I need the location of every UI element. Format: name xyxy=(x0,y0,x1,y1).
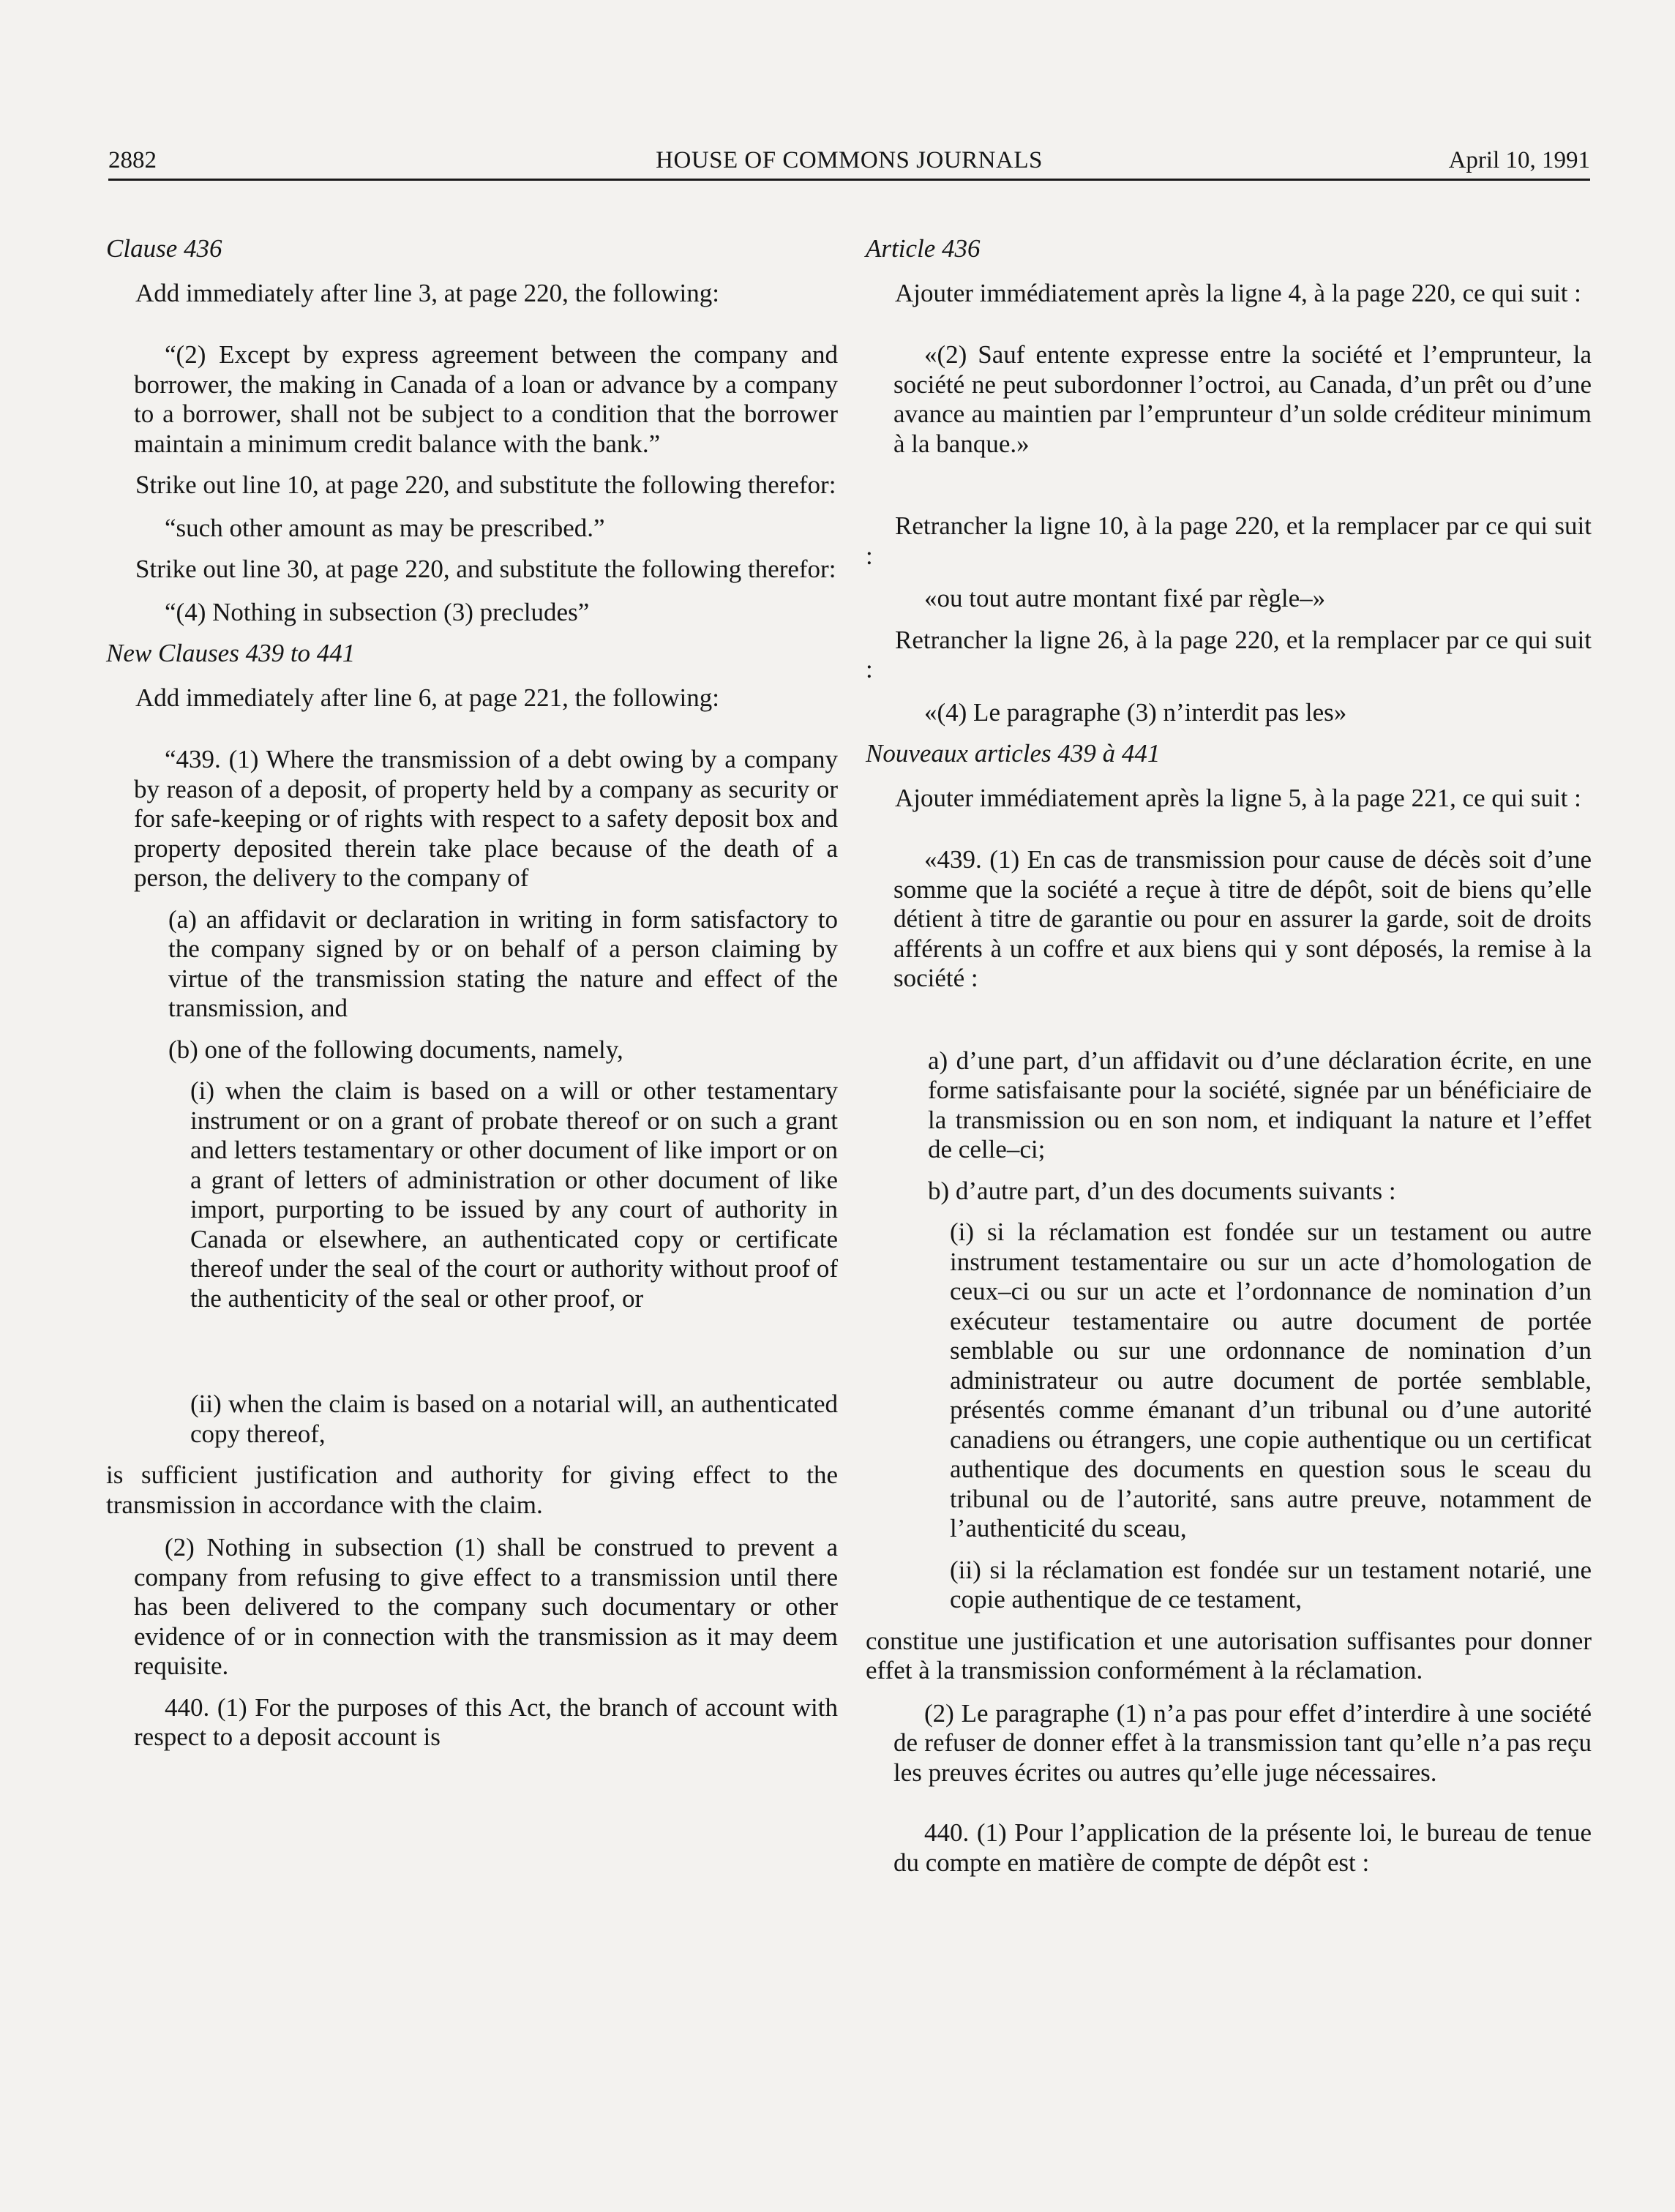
journal-title: HOUSE OF COMMONS JOURNALS xyxy=(656,147,1043,173)
article-439-b: b) d’autre part, d’un des documents suivants : xyxy=(928,1176,1396,1205)
new-clauses-heading: New Clauses 439 to 441 xyxy=(106,639,356,667)
clause-436-heading: Clause 436 xyxy=(106,234,222,263)
page-number: 2882 xyxy=(108,147,157,173)
article-440-1: 440. (1) Pour l’application de la présente loi, le bureau de tenue du compte en matière de compte de dépôt est : xyxy=(893,1818,1592,1877)
retrancher-ligne10-instruction: Retrancher la ligne 10, à la page 220, et la remplacer par ce qui suit : xyxy=(866,511,1592,570)
english-column xyxy=(106,234,838,1764)
french-column xyxy=(866,234,1592,1889)
amount-quote: “such other amount as may be prescribed.” xyxy=(165,513,605,542)
paragraphe-4-citation: «(4) Le paragraphe (3) n’interdit pas les» xyxy=(924,697,1347,727)
subsection-4-quote: “(4) Nothing in subsection (3) precludes” xyxy=(165,597,590,626)
article-439-b-ii: (ii) si la réclamation est fondée sur un testament notarié, une copie authentique de ce testament, xyxy=(950,1555,1592,1613)
section-439-b-i: (i) when the claim is based on a will or other testamentary instrument or on a grant of probate thereof or on such a grant and letters testamentary or other document of like import or on a grant of letters of administration or other document of like import, purporting to be issued by any court of authority in Canada or elsewhere, an authenticated copy or certificate thereof under the seal of the court or authority without proof of the authenticity of the seal or other proof, or xyxy=(190,1076,838,1313)
article-439-tail: constitue une justification et une autorisation suffisantes pour donner effet à la transmission conformément à la réclamation. xyxy=(866,1626,1592,1684)
article-439-intro: «439. (1) En cas de transmission pour cause de décès soit d’une somme que la société a reçue à titre de dépôt, soit de biens qu’elle détient à titre de garantie ou pour en assurer la garde, soit de droits afférents à un coffre et aux biens qui y sont déposés, la remise à la société : xyxy=(893,845,1592,992)
article-439-a: a) d’une part, d’un affidavit ou d’une déclaration écrite, en une forme satisfaisante pour la société, signée par un bénéficiaire de la transmission ou en son nom, et indiquant la nature et l’effet de celle–ci; xyxy=(928,1046,1592,1163)
page-header xyxy=(108,143,1590,181)
article-436-heading: Article 436 xyxy=(866,234,981,263)
strike-line10-instruction: Strike out line 10, at page 220, and substitute the following therefor: xyxy=(135,470,836,499)
ajouter-ligne5-instruction: Ajouter immédiatement après la ligne 5, à la page 221, ce qui suit : xyxy=(895,783,1581,812)
add-line3-instruction: Add immediately after line 3, at page 220, the following: xyxy=(135,278,719,307)
strike-line30-instruction: Strike out line 30, at page 220, and substitute the following therefor: xyxy=(135,555,836,583)
nouveaux-articles-heading: Nouveaux articles 439 à 441 xyxy=(866,739,1161,768)
subsection-2-quote: “(2) Except by express agreement between the company and borrower, the making in Canada of a loan or advance by a company to a borrower, shall not be subject to a condition that the borrower maintain a minimum credit balance with the bank.” xyxy=(134,340,838,458)
section-439-b: (b) one of the following documents, namely, xyxy=(168,1035,623,1064)
journal-date: April 10, 1991 xyxy=(1448,147,1590,173)
montant-citation: «ou tout autre montant fixé par règle–» xyxy=(924,584,1326,612)
section-439-intro: “439. (1) Where the transmission of a debt owing by a company by reason of a deposit, of property held by a company as security or for safe-keeping or of rights with respect to a safety deposit box and property deposited therein take place because of the death of a person, the delivery to the company of xyxy=(134,745,838,892)
ajouter-ligne4-instruction: Ajouter immédiatement après la ligne 4, à la page 220, ce qui suit : xyxy=(895,278,1581,307)
section-439-tail: is sufficient justification and authority for giving effect to the transmission in accordance with the claim. xyxy=(106,1461,838,1519)
add-line6-instruction: Add immediately after line 6, at page 221, the following: xyxy=(135,683,719,712)
section-439-b-ii: (ii) when the claim is based on a notarial will, an authenticated copy thereof, xyxy=(190,1390,838,1448)
article-439-b-i: (i) si la réclamation est fondée sur un testament ou autre instrument testamentaire ou sur un acte d’homologation de ceux–ci ou sur un acte et l’ordonnance de nomination d’un exécuteur testamentaire ou autre document de portée semblable ou sur une ordonnance de nomination d’un administrateur ou autre document de portée semblable, présentés comme émanant d’un tribunal ou d’une autorité canadiens ou étrangers, une copie authentique ou un certificat authentique des documents en question sous le sceau du tribunal ou de l’autorité, sans autre preuve, notamment de l’authenticité du sceau, xyxy=(950,1218,1592,1542)
paragraphe-2-citation: «(2) Sauf entente expresse entre la société et l’emprunteur, la société ne peut subordonner l’octroi, au Canada, d’un prêt ou d’une avance au maintien par l’emprunteur d’un solde créditeur minimum à la banque.» xyxy=(893,340,1592,458)
retrancher-ligne26-instruction: Retrancher la ligne 26, à la page 220, et la remplacer par ce qui suit : xyxy=(866,625,1592,683)
section-439-subsection-2: (2) Nothing in subsection (1) shall be construed to prevent a company from refusing to give effect to a transmission until there has been delivered to the company such documentary or other evidence of or in connection with the transmission as it may deem requisite. xyxy=(134,1533,838,1680)
section-439-a: (a) an affidavit or declaration in writing in form satisfactory to the company signed by or on behalf of a person claiming by virtue of the transmission stating the nature and effect of the transmission, and xyxy=(168,904,838,1022)
article-439-paragraphe-2: (2) Le paragraphe (1) n’a pas pour effet d’interdire à une société de refuser de donner effet à la transmission tant qu’elle n’a pas reçu les preuves écrites ou autres qu’elle juge nécessaires. xyxy=(893,1698,1592,1787)
section-440-1: 440. (1) For the purposes of this Act, the branch of account with respect to a deposit account is xyxy=(134,1692,838,1751)
